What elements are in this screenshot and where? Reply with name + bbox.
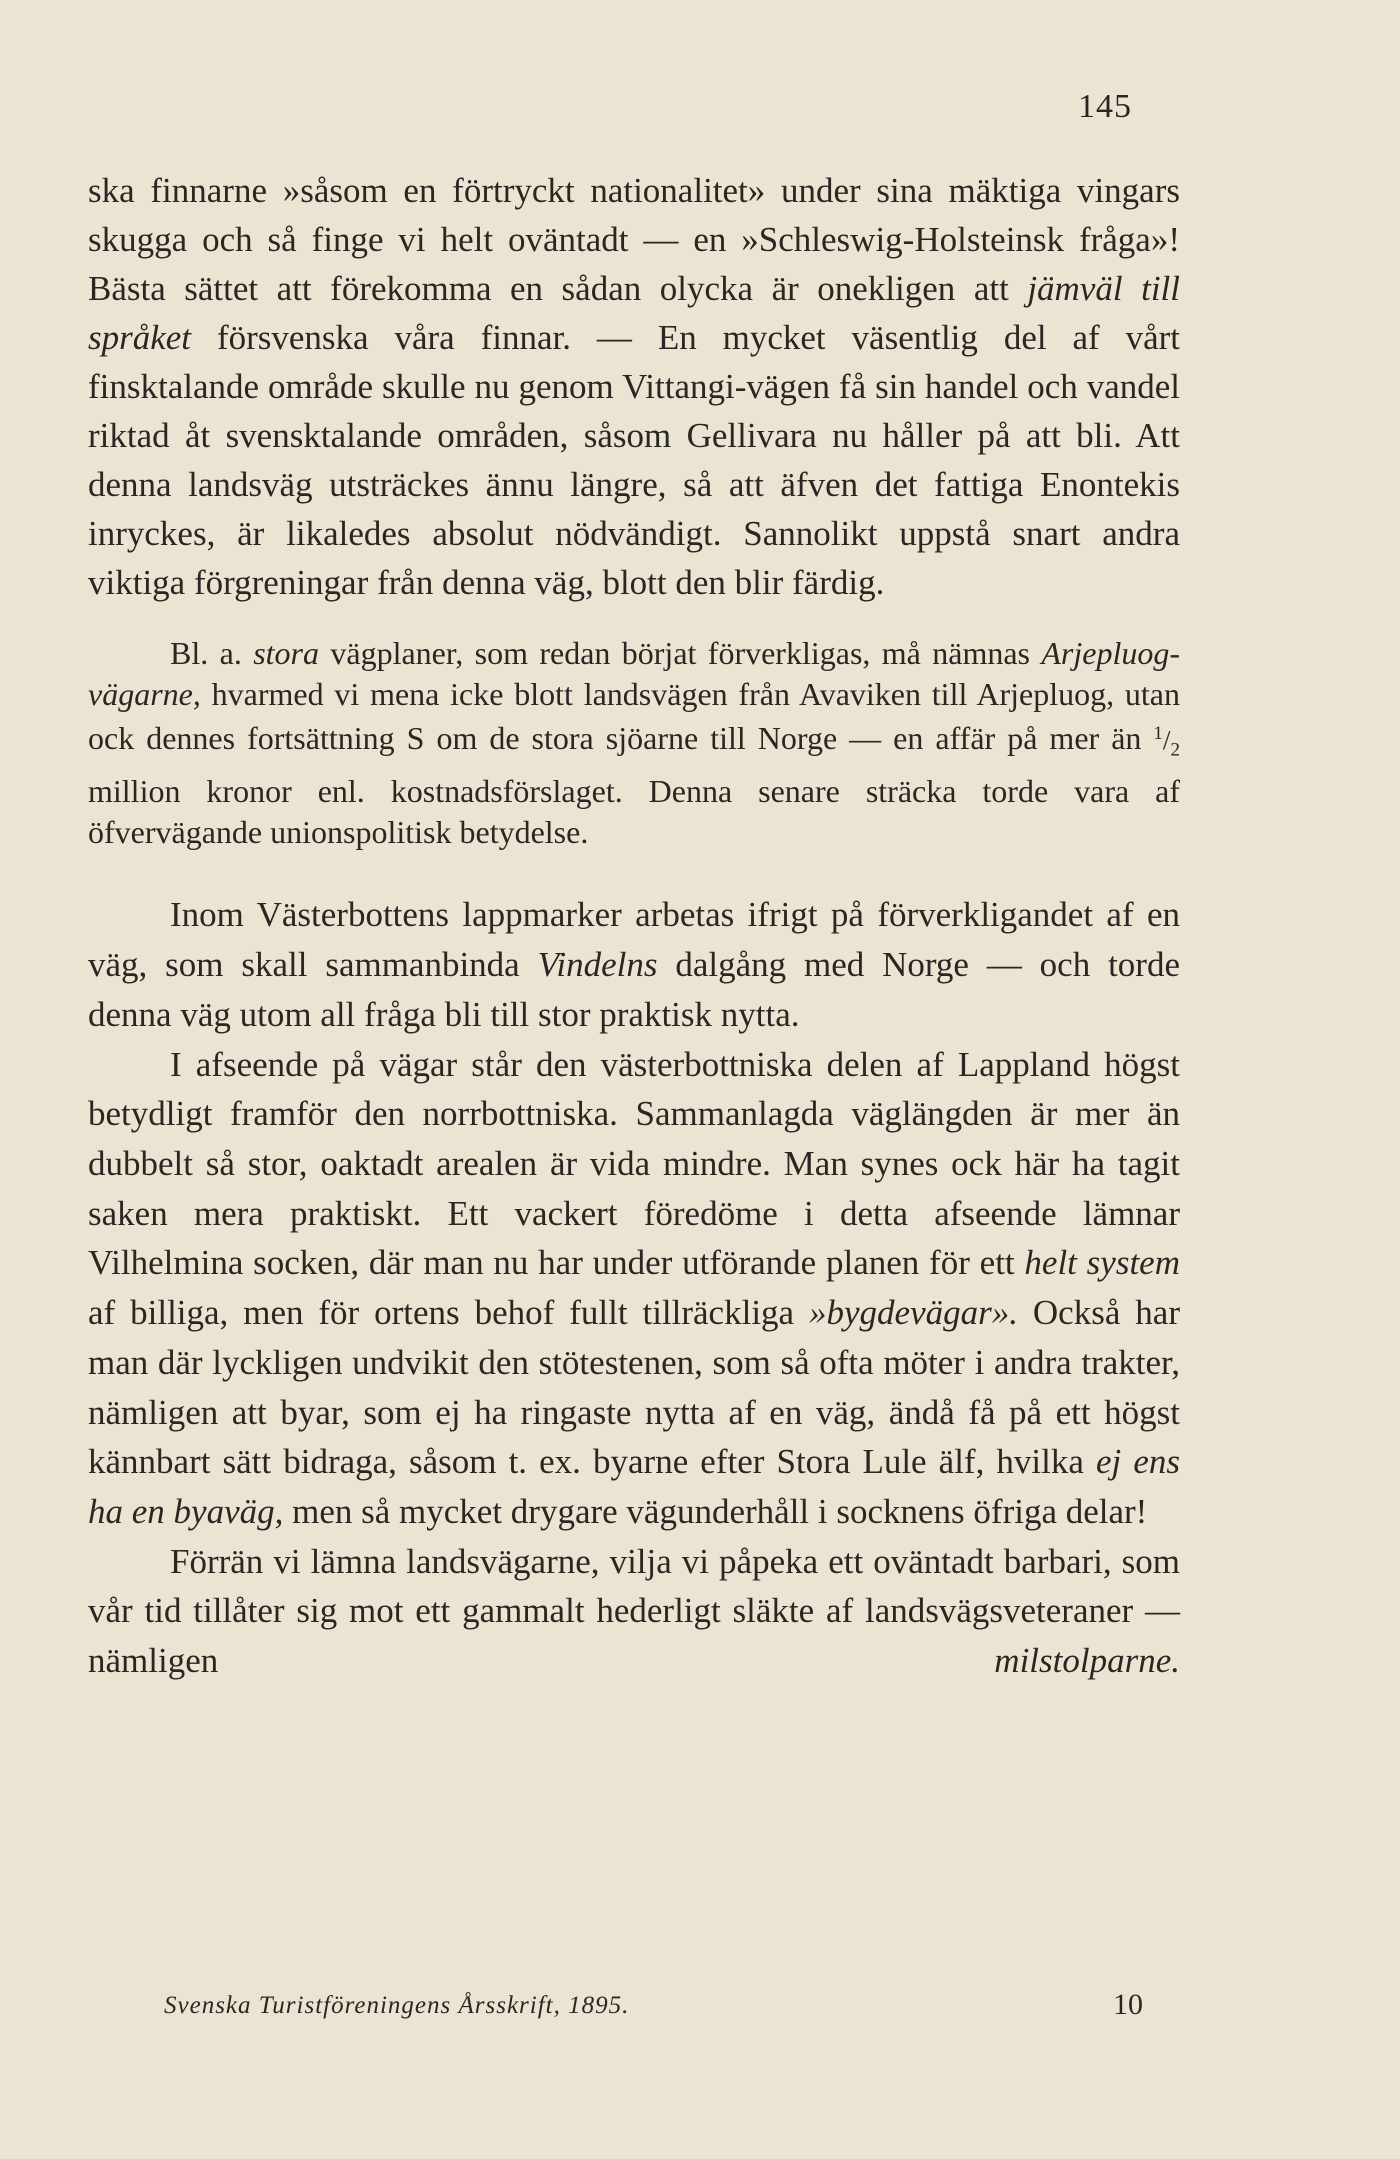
text-run: hvarmed vi mena icke blott landsvägen från Avaviken till Arjepluog, utan ock dennes fortsättning S om de stora sjöarne till Norge — en affär på mer än — [88, 675, 1180, 757]
fraction-numerator: 1 — [1153, 723, 1163, 745]
main-text — [88, 166, 1180, 1686]
paragraph-3 — [88, 890, 1180, 1039]
text-run: I afseende på vägar står den västerbottniska delen af Lappland högst betydligt framför den norrbottniska. Sammanlagda väglängden är mer än dubbelt så stor, oaktadt arealen är vida mindre. Man synes ock här ha tagit saken mera praktiskt. Ett vackert föredöme i detta afseende lämnar Vilhelmina socken, där man nu har under utförande planen för ett — [88, 1044, 1180, 1283]
fraction-half: $^1/_2$ — [1153, 723, 1180, 761]
paragraph-4 — [88, 1040, 1180, 1537]
italic-phrase: Arjepluog-vägarne, — [88, 635, 1180, 712]
text-run: af billiga, men för ortens behof fullt tillräckliga — [88, 1293, 809, 1333]
italic-phrase: milstolparne. — [994, 1641, 1180, 1681]
text-run: försvenska våra finnar. — En mycket väsentlig del af vårt finsktalande område skulle nu genom Vittangi-vägen få sin handel och vandel riktad åt svensktalande områden, såsom Gellivara nu håller på att bli. Att denna landsväg utsträckes ännu längre, så att äfven det fattiga Enontekis inryckes, är likaledes absolut nödvändigt. Sannolikt uppstå snart andra viktiga förgreningar från denna väg, blott den blir färdig. — [88, 318, 1180, 602]
italic-phrase: Vindelns — [537, 945, 658, 985]
text-run: Bl. a. — [170, 635, 254, 671]
signature-mark: 10 — [1113, 1988, 1143, 2021]
italic-phrase: stora — [253, 635, 319, 671]
text-run: Också har man där lyckligen undvikit den stötestenen, som så ofta möter i andra trakter, nämligen att byar, som ej ha ringaste nytta af en väg, ändå få på ett högst kännbart sätt bidraga, såsom t. ex. byarne efter Stora Lule älf, hvilka — [88, 1293, 1180, 1482]
footer-title: Svenska Turistföreningens Årsskrift, 1895. — [164, 1992, 630, 2019]
paragraph-2 — [88, 633, 1180, 852]
paragraph-5 — [88, 1537, 1180, 1686]
italic-phrase: helt system — [1024, 1243, 1180, 1283]
paragraph-1 — [88, 166, 1180, 607]
fraction-denominator: 2 — [1170, 739, 1180, 761]
italic-phrase: jämväl till språket — [88, 269, 1181, 357]
paragraph-gap — [88, 607, 1180, 633]
text-run: million kronor enl. kostnadsförslaget. Denna senare sträcka torde vara af öfvervägande unionspolitisk betydelse. — [88, 773, 1180, 850]
text-run: dalgång med Norge — och torde denna väg utom all fråga bli till stor praktisk nytta. — [88, 945, 1180, 1034]
page-number: 145 — [1078, 88, 1132, 125]
text-run: men så mycket drygare vägunderhåll i socknens öfriga delar! — [283, 1491, 1148, 1531]
italic-phrase: »bygdevägar». — [809, 1293, 1018, 1333]
text-run: Inom Västerbottens lappmarker arbetas ifrigt på förverkligandet af en väg, som skall sammanbinda — [88, 895, 1180, 985]
italic-phrase: ej ens ha en byaväg, — [88, 1442, 1180, 1531]
text-run: ska finnarne »såsom en förtryckt nationalitet» under sina mäktiga vingars skugga och så finge vi helt oväntadt — en »Schleswig-Holsteinsk fråga»! Bästa sättet att förekomma en sådan olycka är onekligen att — [88, 171, 1180, 308]
text-run: vägplaner, som redan börjat förverkligas, må nämnas — [318, 635, 1042, 671]
text-run: Förrän vi lämna landsvägarne, vilja vi påpeka ett oväntadt barbari, som vår tid tillåter sig mot ett gammalt hederligt släkte af landsvägsveteraner — nämligen — [88, 1541, 1180, 1681]
paragraph-gap — [88, 852, 1180, 890]
